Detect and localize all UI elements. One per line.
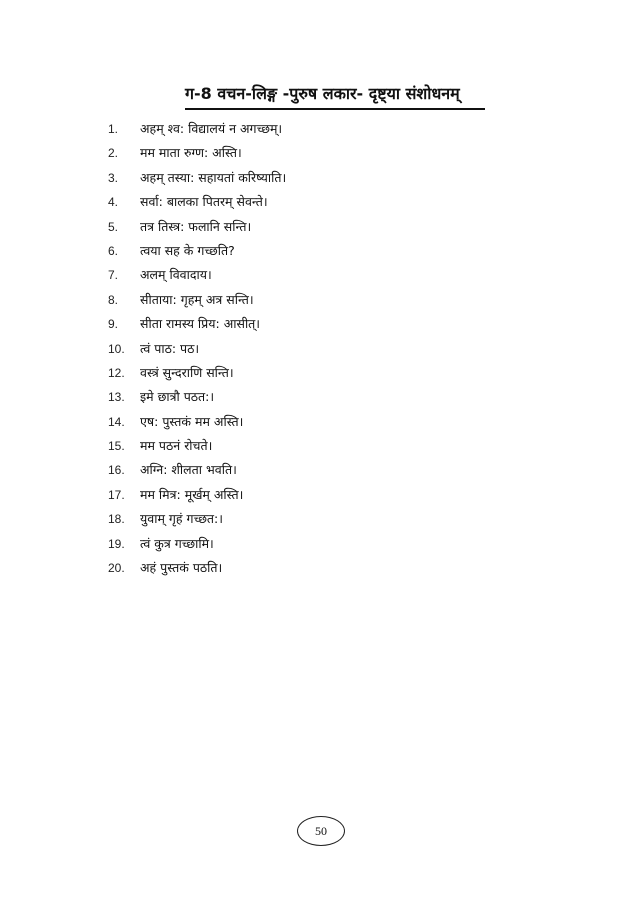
item-number: 19. bbox=[108, 536, 125, 551]
item-number: 13. bbox=[108, 390, 125, 405]
item-number: 17. bbox=[108, 487, 125, 502]
item-sentence: त्वया सह के गच्छति? bbox=[140, 242, 235, 258]
item-sentence: अहम् श्व: विद्यालयं न अगच्छम्। bbox=[140, 121, 283, 136]
page-number: 50 bbox=[297, 816, 345, 846]
item-number: 4. bbox=[108, 195, 119, 210]
item-sentence: सीता रामस्य प्रिय: आसीत्। bbox=[140, 316, 261, 332]
item-number: 20. bbox=[108, 561, 125, 576]
item-sentence: युवाम् गृहं गच्छत:। bbox=[140, 511, 224, 527]
item-sentence: अहं पुस्तकं पठति। bbox=[140, 560, 223, 576]
item-sentence: मम पठनं रोचते। bbox=[140, 438, 213, 454]
item-sentence: त्वं कुत्र गच्छामि। bbox=[140, 535, 214, 551]
item-sentence: अग्नि: शीलता भवति। bbox=[140, 462, 237, 478]
item-sentence: इमे छात्रौ पठत:। bbox=[140, 389, 215, 405]
page-heading: ग-8 वचन-लिङ्ग -पुरुष लकार- दृष्ट्या संशोधनम् bbox=[185, 84, 460, 103]
item-number: 12. bbox=[108, 365, 125, 380]
item-number: 9. bbox=[108, 317, 119, 332]
item-sentence: सर्वा: बालका पितरम् सेवन्ते। bbox=[140, 194, 268, 210]
item-sentence: मम माता रुग्ण: अस्ति। bbox=[140, 145, 242, 161]
item-number: 3. bbox=[108, 170, 119, 185]
item-number: 16. bbox=[108, 463, 125, 478]
item-sentence: अलम् विवादाय। bbox=[140, 267, 212, 283]
heading-underline bbox=[185, 108, 485, 110]
item-number: 1. bbox=[108, 122, 119, 136]
item-sentence: त्वं पाठ: पठ। bbox=[140, 340, 200, 356]
item-number: 6. bbox=[108, 243, 119, 258]
item-number: 10. bbox=[108, 341, 125, 356]
item-number: 15. bbox=[108, 439, 125, 454]
item-number: 7. bbox=[108, 268, 119, 283]
item-sentence: अहम् तस्या: सहायतां करिष्याति। bbox=[140, 169, 287, 185]
item-number: 18. bbox=[108, 512, 125, 527]
item-sentence: सीताया: गृहम् अत्र सन्ति। bbox=[140, 291, 254, 307]
item-sentence: वस्त्रं सुन्दराणि सन्ति। bbox=[140, 364, 234, 380]
item-number: 5. bbox=[108, 219, 119, 234]
item-number: 14. bbox=[108, 414, 125, 429]
item-number: 2. bbox=[108, 146, 119, 161]
item-sentence: मम मित्र: मूर्खम् अस्ति। bbox=[140, 486, 244, 502]
item-sentence: एष: पुस्तकं मम अस्ति। bbox=[140, 413, 244, 429]
item-number: 8. bbox=[108, 292, 119, 307]
item-sentence: तत्र तिस्त्र: फलानि सन्ति। bbox=[140, 218, 252, 234]
